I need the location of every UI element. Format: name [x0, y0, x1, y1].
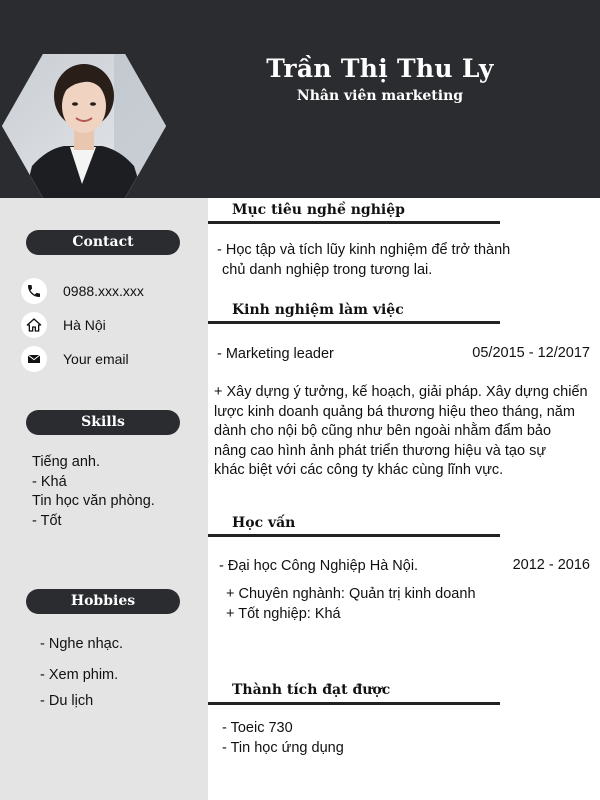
contact-address-text: Hà Nội: [63, 317, 106, 333]
achievements-heading: Thành tích đạt được: [232, 682, 391, 698]
skill-item: - Tốt: [32, 512, 62, 529]
education-heading: Học vấn: [232, 515, 296, 531]
education-period: 2012 - 2016: [512, 557, 590, 573]
section-divider: [208, 221, 500, 224]
objective-line: chủ danh nghiệp trong tương lai.: [222, 262, 433, 278]
experience-line: nâng cao hình ảnh phát triển thương hiệu và tạo sự: [214, 442, 547, 459]
person-name: Trần Thị Thu Ly: [266, 54, 494, 83]
skill-item: Tiếng anh.: [32, 454, 100, 470]
experience-line: dành cho nội bộ cũng như bên ngoài nhằm đẩm bảo: [214, 423, 552, 439]
skills-heading: Skills: [26, 410, 180, 435]
phone-icon: [21, 278, 47, 304]
skill-item: - Khá: [32, 473, 67, 490]
experience-heading: Kinh nghiệm làm việc: [232, 302, 404, 318]
experience-line: lược kinh doanh quảng bá thương hiệu theo tháng, năm: [214, 403, 575, 420]
objective-heading: Mục tiêu nghề nghiệp: [232, 202, 405, 218]
person-role: Nhân viên marketing: [296, 88, 464, 104]
experience-line: + Xây dựng ý tưởng, kế hoạch, giải pháp. Xây dựng chiến: [214, 384, 588, 400]
education-line: + Chuyên nghành: Quản trị kinh doanh: [226, 586, 476, 602]
achievement-item: - Toeic 730: [222, 720, 293, 736]
hobby-item: - Nghe nhạc.: [40, 636, 124, 652]
contact-phone: [21, 278, 144, 304]
hobby-item: - Du lịch: [40, 693, 94, 709]
experience-line: khác biệt với các công ty khác cùng lĩnh vực.: [214, 462, 504, 478]
objective-line: - Học tập và tích lũy kinh nghiệm để trở thành: [217, 242, 511, 258]
contact-email-text[interactable]: Your email: [63, 351, 129, 367]
home-icon: [21, 312, 47, 338]
contact-heading: Contact: [26, 230, 180, 255]
hobbies-heading: Hobbies: [26, 589, 180, 614]
experience-period: 05/2015 - 12/2017: [472, 345, 590, 361]
education-line: + Tốt nghiệp: Khá: [226, 606, 341, 622]
skills-list: [32, 453, 155, 531]
experience-position: - Marketing leader: [217, 346, 334, 362]
contact-phone-text: 0988.xxx.xxx: [63, 283, 144, 299]
section-divider: [208, 534, 500, 537]
section-divider: [208, 321, 500, 324]
contact-address: [21, 312, 106, 338]
experience-description: [214, 383, 598, 481]
achievement-item: - Tin học ứng dụng: [222, 740, 344, 756]
section-divider: [208, 702, 500, 705]
hobby-item: - Xem phim.: [40, 667, 119, 683]
education-school: - Đại học Công Nghiệp Hà Nội.: [219, 558, 419, 574]
contact-email: [21, 346, 129, 372]
skill-item: Tin học văn phòng.: [32, 493, 155, 509]
email-icon: [21, 346, 47, 372]
